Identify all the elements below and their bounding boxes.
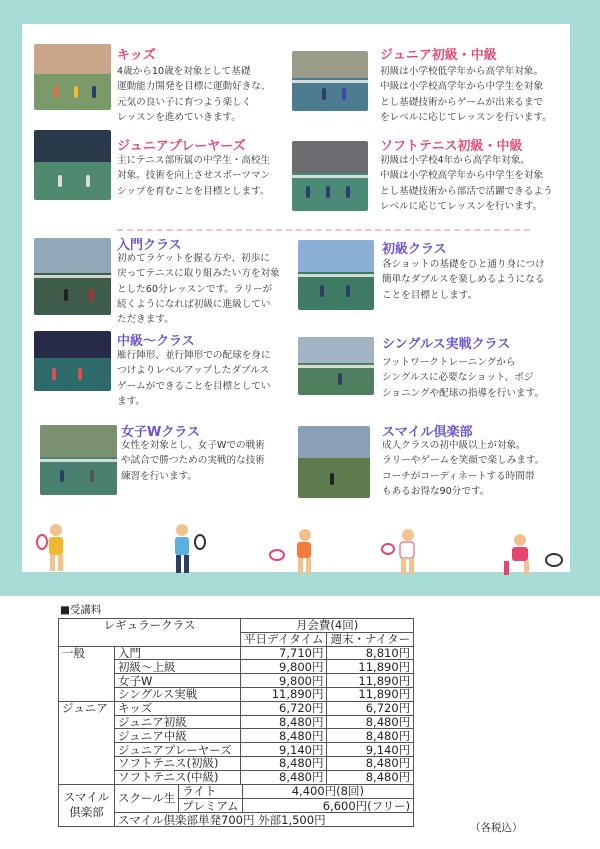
player-illustration-4 <box>380 525 430 585</box>
class-name-cell: ソフトテニス(初級) <box>115 756 241 770</box>
general-group-label: 一般 <box>59 646 115 701</box>
table-header-row <box>59 619 414 633</box>
table-row <box>59 646 414 660</box>
weekday-fee-cell: 8,480円 <box>241 770 327 784</box>
smile-club-description: 成人クラスの初中級以上が対象。 ラリーやゲームを笑顔で楽しみます。 コーチがコーディネートする時間帯 もあるお得な90分です。 <box>382 440 545 497</box>
junior-beginner-class-photo <box>292 51 368 111</box>
class-name-cell: ジュニア初級 <box>115 715 241 729</box>
junior-players-class-photo <box>34 130 111 200</box>
weekend-fee-cell: 11,890円 <box>327 660 414 674</box>
weekend-fee-cell: 6,720円 <box>327 701 414 715</box>
weekend-fee-cell: 8,810円 <box>327 646 414 660</box>
smile-plan-name: プレミアム <box>179 798 242 812</box>
tax-note: （各税込） <box>470 822 523 834</box>
player-illustration-5 <box>490 530 570 580</box>
table-row <box>59 701 414 715</box>
weekend-fee-cell: 8,480円 <box>327 729 414 743</box>
player-illustration-3 <box>265 525 325 585</box>
weekday-fee-cell: 9,800円 <box>241 674 327 688</box>
weekday-fee-cell: 8,480円 <box>241 729 327 743</box>
weekday-fee-cell: 8,480円 <box>241 756 327 770</box>
intro-class-photo <box>34 238 111 315</box>
singles-description: フットワークトレーニングから シングルスに必要なショット、ポジ ショニングや配球の指導を行います。 <box>382 357 544 399</box>
class-name-cell: ジュニア中級 <box>115 729 241 743</box>
smile-plan-name: ライト <box>179 785 242 799</box>
kids-class-photo <box>34 44 111 110</box>
class-name-cell: 女子W <box>115 674 241 688</box>
kids-title: キッズ <box>117 48 156 63</box>
intro-title: 入門クラス <box>117 238 182 253</box>
beginner-title: 初級クラス <box>382 242 447 257</box>
smile-plan-row <box>115 784 414 813</box>
weekday-fee-cell: 9,800円 <box>241 660 327 674</box>
smile-plan-fee: 4,400円(8回) <box>242 785 413 799</box>
junior-beginner-title: ジュニア初級・中級 <box>380 48 497 63</box>
weekend-fee-cell: 8,480円 <box>327 756 414 770</box>
soft-tennis-description: 初級は小学校4年から高学年対象。 中級は小学校高学年から中学生を対象 とし基礎技術から部活で活躍できるよう レベルに応じてレッスンを行います。 <box>380 155 553 212</box>
fee-table <box>58 618 414 827</box>
class-name-cell: シングルス実戦 <box>115 687 241 701</box>
school-student-label: スクール生 <box>115 785 179 813</box>
junior-players-title: ジュニアプレーヤーズ <box>117 139 246 154</box>
intermediate-description: 雁行陣形、並行陣形での配球を身に つけよりレベルアップしたダブルス ゲームができることを目標としてい ます。 <box>117 350 271 407</box>
intermediate-title: 中級～クラス <box>117 334 195 349</box>
womens-doubles-class-photo <box>40 425 117 495</box>
weekday-fee-cell: 11,890円 <box>241 687 327 701</box>
smile-plan-fee: 6,600円(フリー) <box>322 798 411 813</box>
weekday-fee-cell: 9,140円 <box>241 743 327 757</box>
smile-group-label-line2: 倶楽部 <box>69 805 104 820</box>
smile-club-title: スマイル倶楽部 <box>382 425 473 440</box>
singles-class-photo <box>298 337 374 395</box>
soft-tennis-title: ソフトテニス初級・中級 <box>380 139 523 154</box>
weekday-fee-cell: 7,710円 <box>241 646 327 660</box>
player-illustration-1 <box>36 520 76 580</box>
intermediate-class-photo <box>34 331 111 391</box>
smile-group-label <box>59 784 115 826</box>
weekend-fee-cell: 9,140円 <box>327 743 414 757</box>
soft-tennis-class-photo <box>292 141 368 211</box>
kids-description: 4歳から10歳を対象として基礎 運動能力開発を目標に運動好きな、 元気の良い子に育つよう楽しく レッスンを進めていきます。 <box>117 66 271 123</box>
womens-doubles-description: 女性を対象とし、女子Wでの戦術 や試合で勝つための実戦的な技術 練習を行います。 <box>121 440 265 482</box>
weekend-header: 週末・ナイター <box>327 632 414 646</box>
weekend-fee-cell: 8,480円 <box>327 770 414 784</box>
singles-title: シングルス実戦クラス <box>382 337 511 352</box>
junior-beginner-description: 初級は小学校低学年から高学年対象。 中級は小学校高学年から中学生を対象 とし基礎技術からゲームが出来るまで をレベルに応じてレッスンを行います。 <box>380 66 552 123</box>
class-name-cell: キッズ <box>115 701 241 715</box>
weekday-header: 平日デイタイム <box>241 632 327 646</box>
junior-group-label: ジュニア <box>59 701 115 784</box>
regular-class-header: レギュラークラス <box>59 619 241 647</box>
beginner-class-photo <box>298 240 374 310</box>
womens-doubles-title: 女子Wクラス <box>121 425 200 440</box>
smile-plan-table <box>115 785 413 813</box>
weekday-fee-cell: 6,720円 <box>241 701 327 715</box>
weekend-fee-cell: 11,890円 <box>327 687 414 701</box>
weekend-fee-cell: 11,890円 <box>327 674 414 688</box>
beginner-description: 各ショットの基礎をひと通り身につけ 簡単なダブルスを楽しめるようになる ことを目標とします。 <box>382 259 545 301</box>
junior-players-description: 主にテニス部所属の中学生・高校生 対象。技術を向上させスポーツマン シップを育むことを目標とします。 <box>117 155 271 197</box>
class-name-cell: 初級～上級 <box>115 660 241 674</box>
monthly-fee-header: 月会費(4回) <box>241 619 414 633</box>
player-illustration-2 <box>160 520 210 582</box>
smile-club-class-photo <box>298 426 370 498</box>
table-row <box>59 784 414 813</box>
fee-table-heading: ■受講料 <box>60 604 102 616</box>
class-name-cell: ジュニアプレーヤーズ <box>115 743 241 757</box>
smile-group-label-line1: スマイル <box>63 790 110 805</box>
intro-description: 初めてラケットを握る方や、初歩に 戻ってテニスに取り組みたい方を対象 とした60分レッスンです。ラリーが 続くようになれば初級に進級してい ただきます。 <box>117 253 280 326</box>
section-divider <box>117 229 530 231</box>
weekday-fee-cell: 8,480円 <box>241 715 327 729</box>
weekend-fee-cell: 8,480円 <box>327 715 414 729</box>
class-name-cell: ソフトテニス(中級) <box>115 770 241 784</box>
class-name-cell: 入門 <box>115 646 241 660</box>
smile-single-fee: スマイル倶楽部単発700円 外部1,500円 <box>115 813 414 827</box>
